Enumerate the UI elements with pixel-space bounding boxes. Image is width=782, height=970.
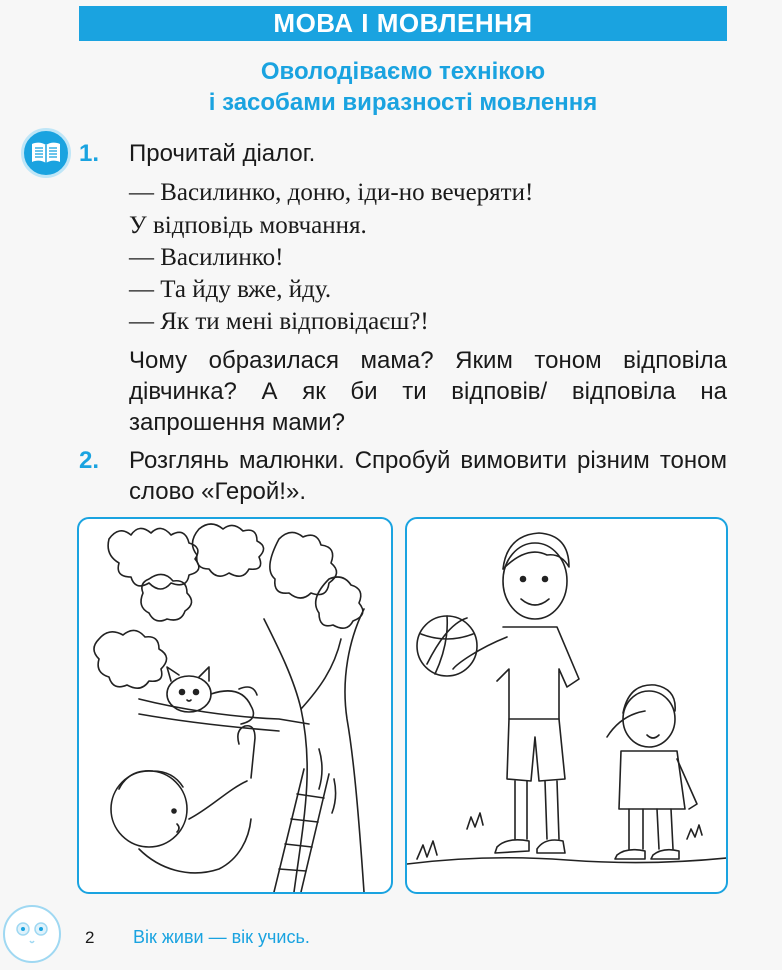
dialogue-line: — Василинко!: [129, 244, 284, 271]
dialogue-line: — Василинко, доню, іди-но вечеряти!: [129, 179, 534, 206]
exercise-1-number: 1.: [79, 140, 100, 167]
dialogue-line: У відповідь мовчання.: [129, 212, 367, 239]
dialogue-line: — Як ти мені відповідаєш?!: [129, 308, 429, 335]
illustration-boy-with-ball: [405, 517, 728, 894]
footer-proverb: Вік живи — вік учись.: [133, 927, 310, 947]
subtitle-line-1: Оволодіваємо технікою: [260, 58, 546, 85]
lesson-subtitle: [79, 56, 727, 118]
tree-cat-boy-drawing: [79, 519, 391, 892]
boys-ball-drawing: [407, 519, 726, 892]
illustration-boy-rescuing-cat: [77, 517, 393, 894]
dialogue-line: — Та йду вже, йду.: [129, 276, 332, 303]
page-number: 2: [85, 928, 95, 947]
exercise-2-number: 2.: [79, 447, 100, 474]
face-icon: [3, 905, 61, 963]
exercise-2-instruction: Розглянь малюнки. Спробуй вимовити різним тоном слово «Герой!».: [129, 447, 727, 505]
subtitle-line-2: і засобами виразності мовлення: [208, 89, 598, 116]
exercise-1-instruction: Прочитай діалог.: [129, 140, 316, 167]
section-title-banner: МОВА І МОВЛЕННЯ: [79, 6, 727, 41]
open-book-icon: [21, 128, 71, 178]
exercise-1-questions: Чому образилася мама? Яким тоном відповіла дівчинка? А як би ти відповів/ відповіла на запрошення мами?: [129, 347, 727, 436]
